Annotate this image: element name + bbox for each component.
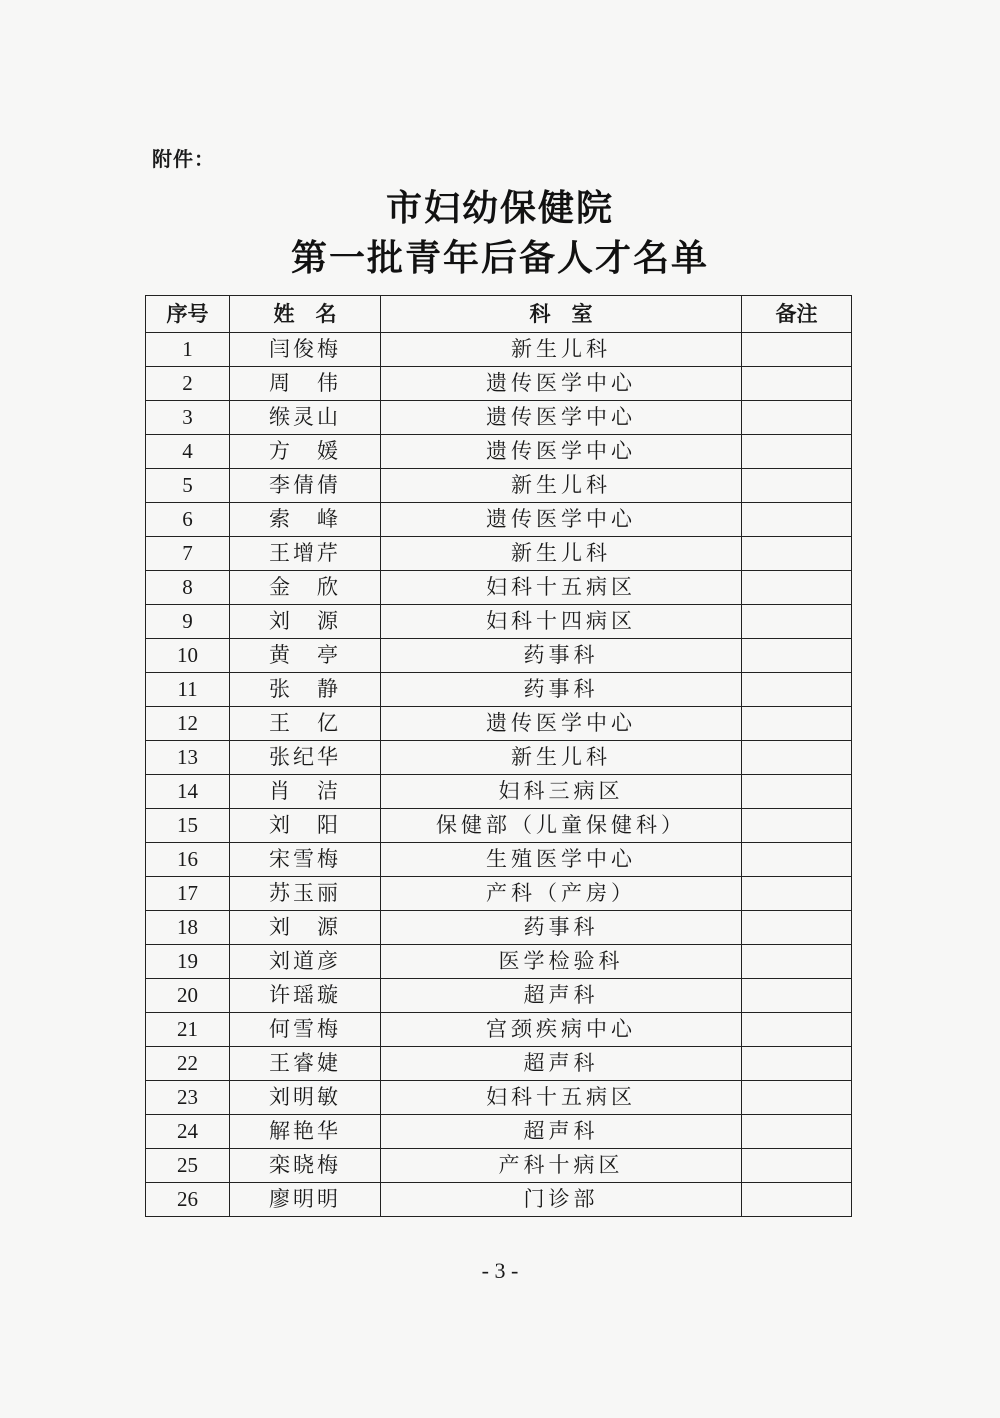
row-remarks bbox=[742, 537, 852, 571]
row-name: 王增芹 bbox=[230, 537, 381, 571]
row-name: 刘 源 bbox=[230, 605, 381, 639]
row-department: 超声科 bbox=[381, 1047, 742, 1081]
row-name: 何雪梅 bbox=[230, 1013, 381, 1047]
row-name: 刘 阳 bbox=[230, 809, 381, 843]
row-index: 8 bbox=[146, 571, 230, 605]
row-department: 生殖医学中心 bbox=[381, 843, 742, 877]
row-index: 2 bbox=[146, 367, 230, 401]
row-index: 23 bbox=[146, 1081, 230, 1115]
row-index: 18 bbox=[146, 911, 230, 945]
row-index: 19 bbox=[146, 945, 230, 979]
row-index: 9 bbox=[146, 605, 230, 639]
table-row bbox=[146, 469, 852, 503]
table-row bbox=[146, 1115, 852, 1149]
row-index: 25 bbox=[146, 1149, 230, 1183]
row-department: 产科十病区 bbox=[381, 1149, 742, 1183]
row-department: 超声科 bbox=[381, 1115, 742, 1149]
row-department: 新生儿科 bbox=[381, 469, 742, 503]
row-index: 14 bbox=[146, 775, 230, 809]
row-name: 黄 亭 bbox=[230, 639, 381, 673]
row-department: 妇科十五病区 bbox=[381, 571, 742, 605]
table-row bbox=[146, 1047, 852, 1081]
header-index: 序号 bbox=[146, 296, 230, 333]
header-name: 姓 名 bbox=[230, 296, 381, 333]
table-row bbox=[146, 1081, 852, 1115]
row-index: 1 bbox=[146, 333, 230, 367]
table-row bbox=[146, 979, 852, 1013]
row-department: 药事科 bbox=[381, 673, 742, 707]
row-remarks bbox=[742, 367, 852, 401]
row-remarks bbox=[742, 333, 852, 367]
row-index: 11 bbox=[146, 673, 230, 707]
table-row bbox=[146, 435, 852, 469]
row-department: 药事科 bbox=[381, 911, 742, 945]
row-index: 21 bbox=[146, 1013, 230, 1047]
row-index: 4 bbox=[146, 435, 230, 469]
row-remarks bbox=[742, 707, 852, 741]
header-remarks: 备注 bbox=[742, 296, 852, 333]
row-department: 遗传医学中心 bbox=[381, 503, 742, 537]
row-index: 26 bbox=[146, 1183, 230, 1217]
table-row bbox=[146, 707, 852, 741]
row-department: 妇科十四病区 bbox=[381, 605, 742, 639]
row-department: 药事科 bbox=[381, 639, 742, 673]
row-index: 13 bbox=[146, 741, 230, 775]
row-remarks bbox=[742, 639, 852, 673]
row-name: 闫俊梅 bbox=[230, 333, 381, 367]
row-name: 廖明明 bbox=[230, 1183, 381, 1217]
row-index: 17 bbox=[146, 877, 230, 911]
row-name: 刘 源 bbox=[230, 911, 381, 945]
row-remarks bbox=[742, 979, 852, 1013]
table-row bbox=[146, 367, 852, 401]
row-remarks bbox=[742, 1013, 852, 1047]
row-index: 3 bbox=[146, 401, 230, 435]
row-remarks bbox=[742, 775, 852, 809]
row-name: 缑灵山 bbox=[230, 401, 381, 435]
row-name: 李倩倩 bbox=[230, 469, 381, 503]
row-name: 王睿婕 bbox=[230, 1047, 381, 1081]
table-row bbox=[146, 673, 852, 707]
row-name: 刘明敏 bbox=[230, 1081, 381, 1115]
row-department: 医学检验科 bbox=[381, 945, 742, 979]
row-remarks bbox=[742, 1149, 852, 1183]
row-department: 遗传医学中心 bbox=[381, 435, 742, 469]
table-row bbox=[146, 571, 852, 605]
document-subtitle: 第一批青年后备人才名单 bbox=[290, 238, 709, 279]
table-row bbox=[146, 911, 852, 945]
row-name: 索 峰 bbox=[230, 503, 381, 537]
row-index: 16 bbox=[146, 843, 230, 877]
row-department: 宫颈疾病中心 bbox=[381, 1013, 742, 1047]
row-name: 栾晓梅 bbox=[230, 1149, 381, 1183]
row-name: 许瑶璇 bbox=[230, 979, 381, 1013]
row-remarks bbox=[742, 503, 852, 537]
row-remarks bbox=[742, 945, 852, 979]
row-department: 新生儿科 bbox=[381, 741, 742, 775]
row-index: 6 bbox=[146, 503, 230, 537]
row-name: 刘道彦 bbox=[230, 945, 381, 979]
row-remarks bbox=[742, 1115, 852, 1149]
row-department: 遗传医学中心 bbox=[381, 401, 742, 435]
row-department: 产科（产房） bbox=[381, 877, 742, 911]
row-index: 12 bbox=[146, 707, 230, 741]
row-name: 王 亿 bbox=[230, 707, 381, 741]
table-row bbox=[146, 877, 852, 911]
table-row bbox=[146, 333, 852, 367]
row-department: 超声科 bbox=[381, 979, 742, 1013]
row-department: 遗传医学中心 bbox=[381, 707, 742, 741]
table-row bbox=[146, 537, 852, 571]
row-department: 妇科十五病区 bbox=[381, 1081, 742, 1115]
row-department: 新生儿科 bbox=[381, 333, 742, 367]
row-index: 24 bbox=[146, 1115, 230, 1149]
row-department: 新生儿科 bbox=[381, 537, 742, 571]
page-number: - 3 - bbox=[481, 1258, 519, 1283]
row-index: 7 bbox=[146, 537, 230, 571]
row-remarks bbox=[742, 1183, 852, 1217]
row-name: 方 媛 bbox=[230, 435, 381, 469]
row-remarks bbox=[742, 877, 852, 911]
row-remarks bbox=[742, 673, 852, 707]
table-row bbox=[146, 605, 852, 639]
table-row bbox=[146, 503, 852, 537]
row-name: 肖 洁 bbox=[230, 775, 381, 809]
row-remarks bbox=[742, 1081, 852, 1115]
row-name: 苏玉丽 bbox=[230, 877, 381, 911]
table-row bbox=[146, 1013, 852, 1047]
row-department: 遗传医学中心 bbox=[381, 367, 742, 401]
row-department: 门诊部 bbox=[381, 1183, 742, 1217]
table-body bbox=[146, 333, 852, 1217]
talent-roster-table bbox=[145, 295, 852, 1217]
table-row bbox=[146, 639, 852, 673]
row-name: 周 伟 bbox=[230, 367, 381, 401]
row-index: 5 bbox=[146, 469, 230, 503]
row-name: 宋雪梅 bbox=[230, 843, 381, 877]
row-name: 解艳华 bbox=[230, 1115, 381, 1149]
row-index: 22 bbox=[146, 1047, 230, 1081]
row-remarks bbox=[742, 435, 852, 469]
row-remarks bbox=[742, 605, 852, 639]
row-remarks bbox=[742, 843, 852, 877]
row-name: 金 欣 bbox=[230, 571, 381, 605]
table-row bbox=[146, 1149, 852, 1183]
row-remarks bbox=[742, 401, 852, 435]
row-remarks bbox=[742, 571, 852, 605]
table-row bbox=[146, 1183, 852, 1217]
row-remarks bbox=[742, 1047, 852, 1081]
table-row bbox=[146, 945, 852, 979]
row-remarks bbox=[742, 911, 852, 945]
row-department: 妇科三病区 bbox=[381, 775, 742, 809]
table-header-row bbox=[146, 296, 852, 333]
row-name: 张纪华 bbox=[230, 741, 381, 775]
header-department: 科 室 bbox=[381, 296, 742, 333]
document-title: 市妇幼保健院 bbox=[385, 188, 614, 229]
row-remarks bbox=[742, 469, 852, 503]
row-name: 张 静 bbox=[230, 673, 381, 707]
table-row bbox=[146, 775, 852, 809]
row-index: 15 bbox=[146, 809, 230, 843]
table-row bbox=[146, 809, 852, 843]
row-department: 保健部（儿童保健科） bbox=[381, 809, 742, 843]
attachment-label: 附件： bbox=[152, 147, 215, 171]
row-index: 10 bbox=[146, 639, 230, 673]
table-row bbox=[146, 843, 852, 877]
table-row bbox=[146, 401, 852, 435]
row-remarks bbox=[742, 741, 852, 775]
row-remarks bbox=[742, 809, 852, 843]
table-row bbox=[146, 741, 852, 775]
row-index: 20 bbox=[146, 979, 230, 1013]
